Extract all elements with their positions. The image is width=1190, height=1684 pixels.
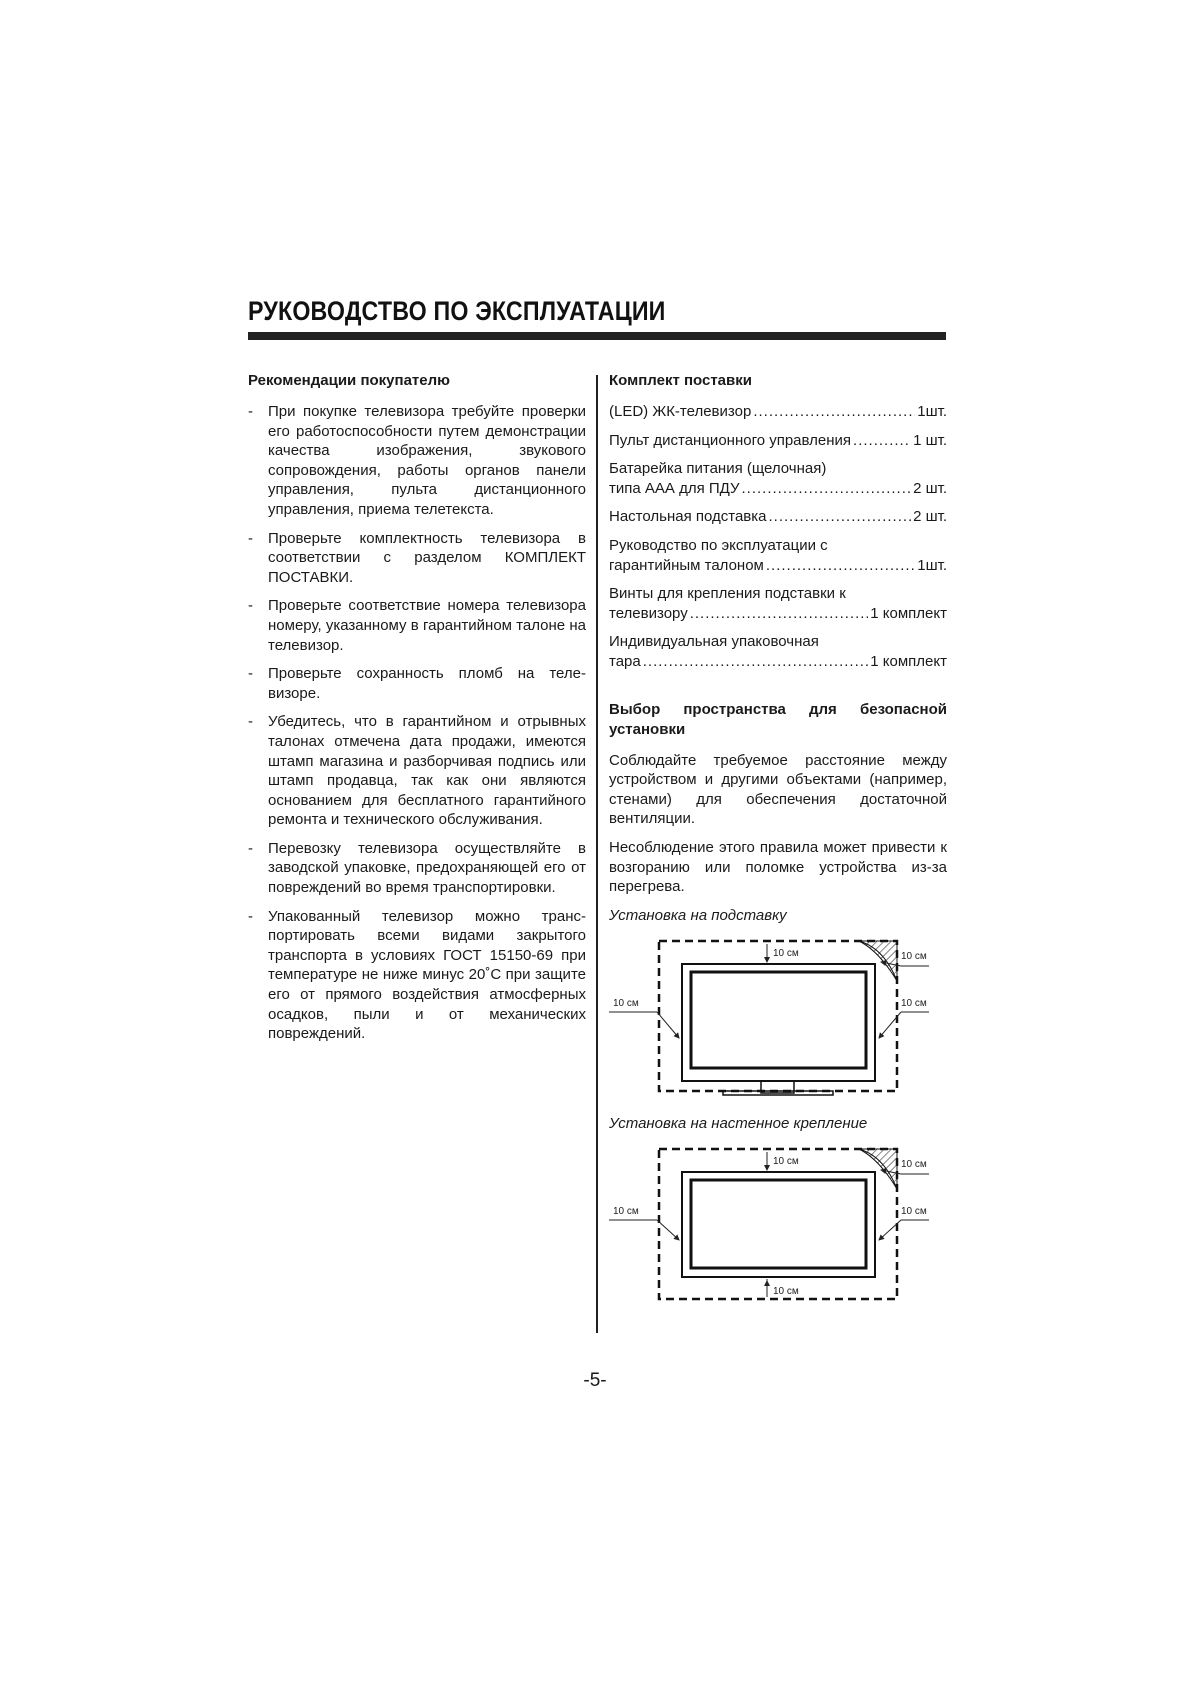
bullet-dash: - — [248, 529, 253, 547]
kit-item — [609, 459, 947, 498]
tv-screen — [691, 972, 866, 1068]
recommendation-item — [248, 596, 586, 655]
dim-label-top-right: 10 см — [901, 950, 927, 962]
leader-dots — [643, 652, 869, 672]
kit-list — [609, 402, 947, 672]
dim-label-left: 10 см — [613, 1205, 639, 1217]
dim-label-right: 10 см — [901, 1205, 927, 1217]
recommendations-list — [248, 402, 586, 1044]
kit-item-quantity: 2 шт. — [913, 479, 947, 497]
kit-item-quantity: 1 комплект — [870, 652, 947, 670]
bullet-dash: - — [248, 839, 253, 857]
page-title: РУКОВОДСТВО ПО ЭКСПЛУАТАЦИИ — [248, 296, 666, 326]
title-rule — [248, 332, 946, 340]
recommendation-item — [248, 712, 586, 830]
kit-item — [609, 632, 947, 671]
dim-label-top: 10 см — [773, 1155, 799, 1167]
bullet-dash: - — [248, 713, 253, 731]
kit-item — [609, 431, 947, 451]
dim-label-top: 10 см — [773, 947, 799, 959]
recommendation-text: Убедитесь, что в гарантийном и отрывных талонах отмечена дата продажи, имеются штамп магазина и разборчивая подпись или штамп продавца, так как они являются основанием для бесплатного гарантийного ремонта и технического обслуживания. — [268, 713, 586, 829]
kit-item-name: телевизору — [609, 604, 688, 622]
leader-dots — [742, 479, 912, 499]
kit-item-name: гарантийным талоном — [609, 556, 764, 574]
kit-item-line: Индивидуальная упаковочная — [609, 633, 819, 651]
kit-item-quantity: 1 шт. — [913, 431, 947, 449]
leader-dots — [766, 556, 915, 576]
bullet-dash: - — [248, 403, 253, 420]
page-number: -5- — [583, 1370, 607, 1391]
stand-diagram-caption: Установка на подставку — [609, 906, 787, 924]
recommendation-text: Проверьте комплектность телевизора в соответствии с разделом КОМПЛЕКТ ПОСТАВКИ. — [268, 529, 586, 586]
right-column — [609, 371, 947, 1304]
tv-screen — [691, 1180, 866, 1268]
kit-item — [609, 402, 947, 422]
kit-item-quantity: 1шт. — [917, 556, 947, 574]
kit-item — [609, 536, 947, 575]
recommendation-item — [248, 664, 586, 703]
left-column — [248, 371, 586, 1053]
kit-heading: Комплект поставки — [609, 372, 752, 389]
kit-item-name: Настольная подставка — [609, 508, 767, 526]
recommendation-text: Проверьте сохранность пломб на телевизоре. — [268, 665, 586, 702]
recommendation-item — [248, 907, 586, 1044]
space-paragraph: Несоблюдение этого правила может привести к возгоранию или поломке устройства из-за перегрева. — [609, 838, 947, 896]
dim-label-right: 10 см — [901, 997, 927, 1009]
kit-item-quantity: 1шт. — [917, 403, 947, 420]
kit-item-name: (LED) ЖК-телевизор — [609, 403, 752, 420]
stand-installation-diagram — [609, 926, 949, 1096]
kit-item-line: Винты для крепления подставки к — [609, 585, 846, 603]
wall-diagram-caption: Установка на настенное крепление — [609, 1114, 868, 1132]
recommendation-text: Упакованный телевизор можно транспортировать всеми видами закрытого транспорта в условиях ГОСТ 15150-69 при температуре не ниже минус 20˚С при защите его от прямого воздействия атмосферных осадков, пыли и от механических повреждений. — [268, 907, 586, 1043]
kit-item-quantity: 2 шт. — [913, 508, 947, 526]
kit-item-line: Батарейка питания (щелочная) — [609, 460, 827, 478]
recommendation-item — [248, 529, 586, 588]
wall-installation-diagram — [609, 1134, 949, 1304]
space-heading: Выбор пространства для безопасной установки — [609, 700, 947, 738]
leader-dots — [753, 402, 915, 422]
dim-label-top-right: 10 см — [901, 1158, 927, 1170]
leader-dots — [769, 507, 912, 527]
kit-item — [609, 584, 947, 623]
recommendations-heading: Рекомендации покупателю — [248, 372, 450, 389]
dim-label-left: 10 см — [613, 997, 639, 1009]
bullet-dash: - — [248, 907, 253, 925]
dim-label-bottom: 10 см — [773, 1285, 799, 1297]
space-paragraph: Соблюдайте требуемое расстояние между устройством и другими объектами (например, стенами) для обеспечения достаточной вентиляции. — [609, 751, 947, 828]
recommendation-text: При покупке телевизора требуйте проверки его работоспособности путем демонстрации качества изображения, звукового сопровождения, работы органов панели управления, пульта дистанционного управления, приема телетекста. — [268, 403, 586, 518]
kit-item-name: тара — [609, 652, 641, 670]
leader-dots — [853, 431, 911, 451]
kit-item-quantity: 1 комплект — [870, 604, 947, 622]
recommendation-text: Проверьте соответствие номера телевизора номеру, указанному в гарантийном талоне на телевизор. — [268, 597, 586, 654]
bullet-dash: - — [248, 597, 253, 615]
recommendation-text: Перевозку телевизора осуществляйте в заводской упаковке, предохраняющей его от повреждений во время транспортировки. — [268, 839, 586, 897]
recommendation-item — [248, 839, 586, 898]
kit-item — [609, 507, 947, 527]
bullet-dash: - — [248, 665, 253, 683]
kit-item-line: Руководство по эксплуатации с — [609, 536, 828, 554]
column-divider — [596, 375, 598, 1333]
kit-item-name: Пульт дистанционного управления — [609, 431, 852, 449]
leader-dots — [690, 604, 869, 624]
tv-frame — [682, 1172, 875, 1277]
kit-item-name: типа ААА для ПДУ — [609, 479, 740, 497]
tv-frame — [682, 964, 875, 1081]
recommendation-item — [248, 402, 586, 520]
